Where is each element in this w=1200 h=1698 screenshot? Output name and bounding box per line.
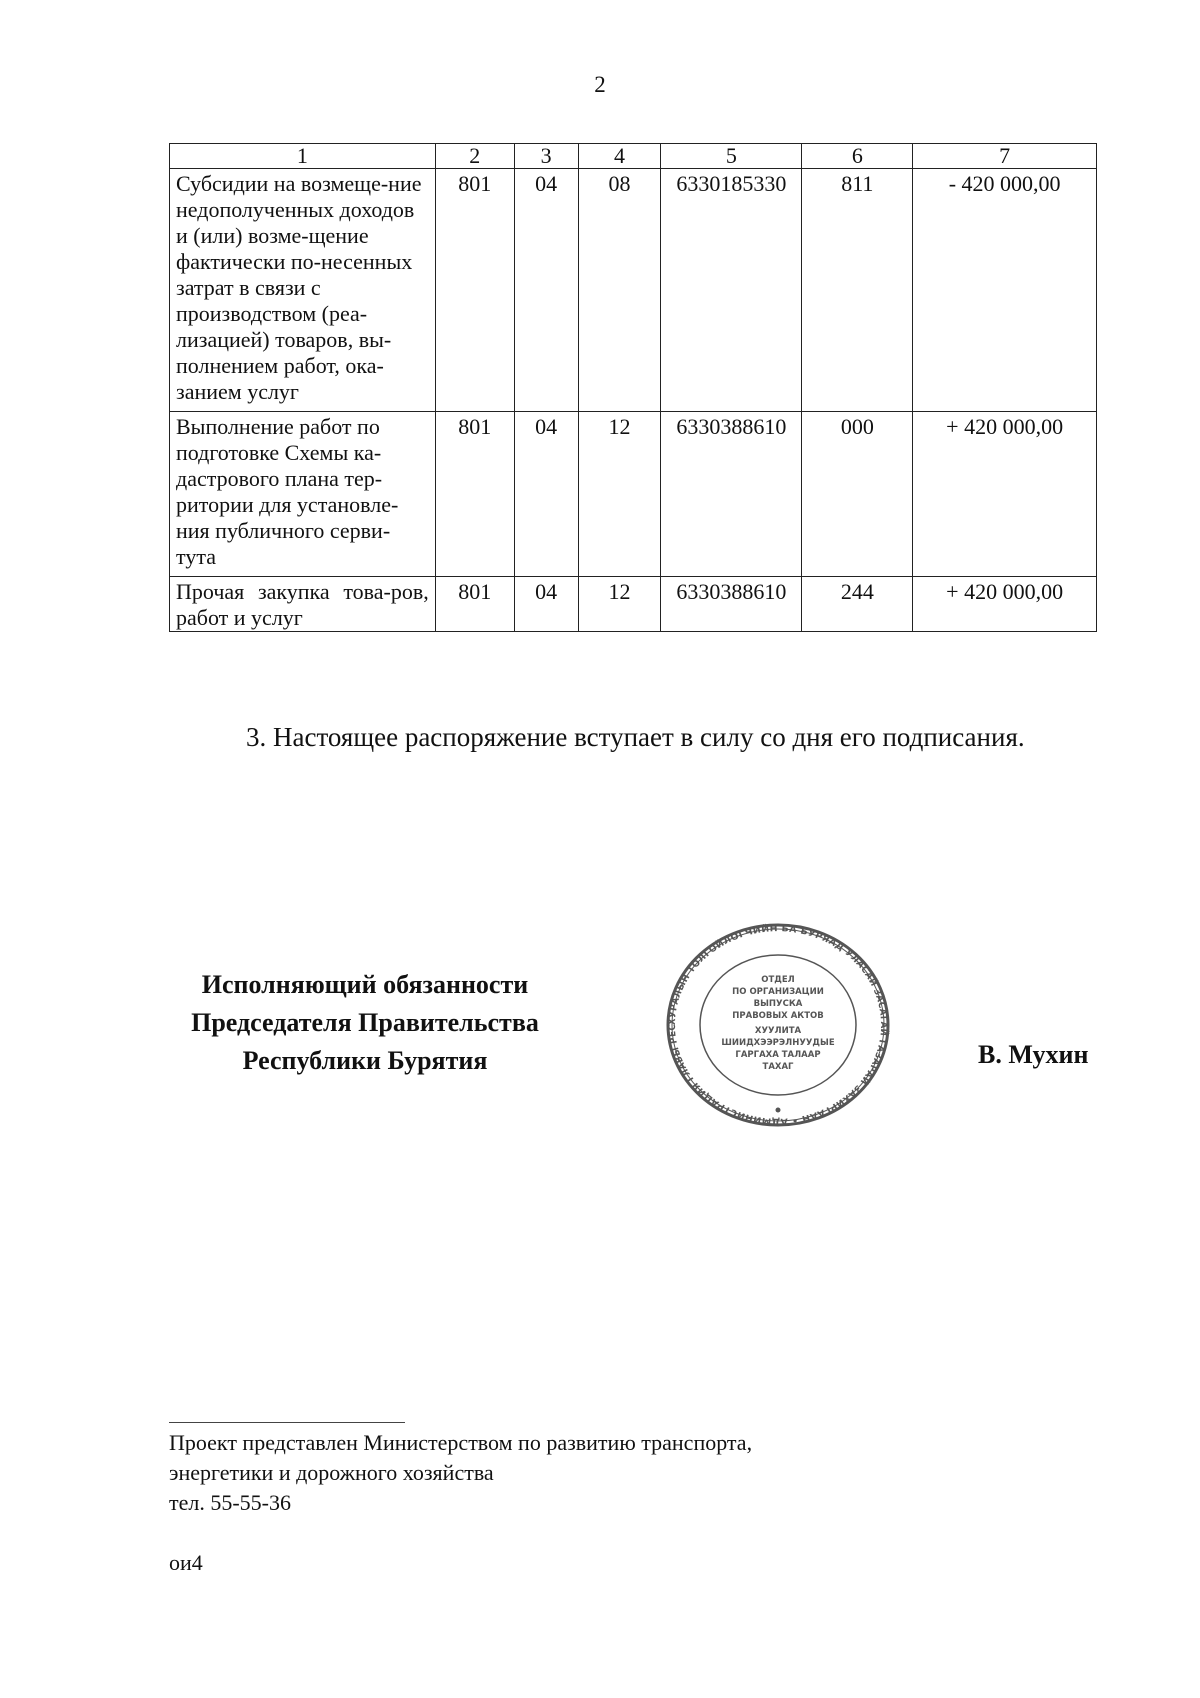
row-cell: 6330185330 (661, 169, 802, 412)
table-row (170, 169, 1097, 412)
row-sum: + 420 000,00 (913, 412, 1097, 577)
row-cell: 08 (578, 169, 661, 412)
signer-title (165, 966, 565, 1080)
row-cell: 811 (802, 169, 913, 412)
seal-inner-line: ОТДЕЛ (761, 975, 795, 985)
document-code: ои4 (169, 1550, 203, 1575)
row-cell: 04 (514, 412, 578, 577)
row-cell: 801 (435, 412, 514, 577)
clause-3: 3. Настоящее распоряжение вступает в силу со дня его подписания. (246, 722, 1025, 752)
seal-dot-icon (776, 1108, 781, 1113)
row-cell: 6330388610 (661, 577, 802, 632)
header-cell: 5 (661, 144, 802, 169)
row-name-text: Прочая закупка това-ров, работ и услуг (176, 579, 429, 630)
row-cell: 04 (514, 577, 578, 632)
row-sum: - 420 000,00 (913, 169, 1097, 412)
row-name-text: Выполнение работ по подготовке Схемы ка-дастрового плана тер-ритории для установле-ния публичного серви-тута (176, 414, 399, 569)
footnote-line: энергетики и дорожного хозяйства (169, 1460, 494, 1485)
page-number: 2 (594, 72, 606, 97)
row-cell: 6330388610 (661, 412, 802, 577)
footnote-line: Проект представлен Министерством по развитию транспорта, (169, 1430, 753, 1455)
seal-inner-line: ХУУЛИТА (754, 1026, 802, 1036)
seal-inner-line: ВЫПУСКА (753, 999, 803, 1009)
seal-inner-line: ШИИДХЭЭРЭЛНУУДЫЕ (721, 1038, 835, 1048)
row-cell: 244 (802, 577, 913, 632)
row-cell: 04 (514, 169, 578, 412)
header-cell: 1 (170, 144, 436, 169)
row-cell: 000 (802, 412, 913, 577)
seal-inner-line: ПО ОРГАНИЗАЦИИ (732, 987, 824, 997)
row-name (170, 412, 436, 577)
row-cell: 12 (578, 412, 661, 577)
signer-title-line: Республики Бурятия (242, 1046, 488, 1075)
header-cell: 7 (913, 144, 1097, 169)
budget-table (169, 143, 1097, 632)
header-cell: 2 (435, 144, 514, 169)
row-cell: 12 (578, 577, 661, 632)
row-name (170, 577, 436, 632)
header-cell: 4 (578, 144, 661, 169)
header-cell: 6 (802, 144, 913, 169)
footnote (169, 1428, 752, 1518)
row-name-text: Субсидии на возмеще-ние недополученных доходов и (или) возме-щение фактически по-несенных затрат в связи с производством (реа-лизацией) товаров, вы-полнением работ, ока-занием услуг (176, 171, 422, 404)
row-sum: + 420 000,00 (913, 577, 1097, 632)
signer-name: В. Мухин (978, 1040, 1089, 1069)
footnote-line: тел. 55-55-36 (169, 1490, 292, 1515)
signer-title-line: Председателя Правительства (191, 1008, 539, 1037)
row-cell: 801 (435, 169, 514, 412)
seal-outer-text: ХУРАЛЫН ТОЛГОЙЛОГЧИЙН БА БУРЯАД УЛАСАЙ ЗАСАГАЙ ГАЗАРАЙ ЗАХИРГААН • АДМИНИСТРАЦИЯ ГЛАВЫ РЕС (667, 924, 889, 1126)
row-cell: 801 (435, 577, 514, 632)
seal-inner-line: ПРАВОВЫХ АКТОВ (732, 1011, 824, 1021)
official-seal (663, 920, 893, 1130)
signer-title-line: Исполняющий обязанности (201, 970, 529, 999)
table-row (170, 577, 1097, 632)
seal-inner-line: ТАХАГ (762, 1062, 794, 1072)
table-row (170, 412, 1097, 577)
table-header-row (170, 144, 1097, 169)
row-name (170, 169, 436, 412)
header-cell: 3 (514, 144, 578, 169)
footnote-divider (169, 1422, 405, 1423)
seal-inner-line: ГАРГАХА ТАЛААР (735, 1050, 821, 1060)
